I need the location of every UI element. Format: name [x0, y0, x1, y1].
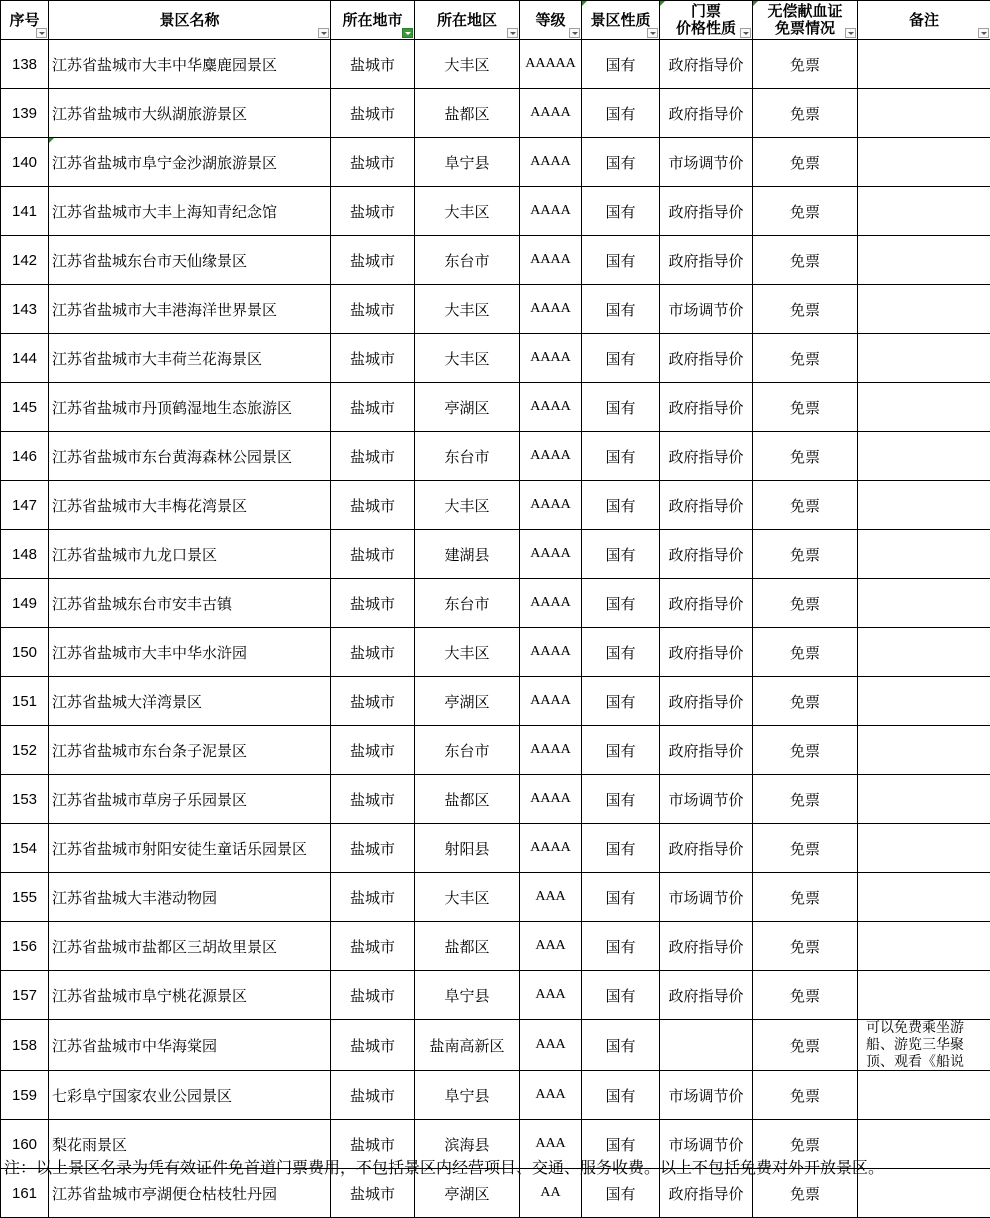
cell-district[interactable]: 大丰区: [415, 481, 520, 530]
cell-note[interactable]: [858, 187, 990, 236]
cell-grade[interactable]: AAAA: [520, 236, 582, 285]
table-row: [1, 677, 990, 726]
cell-city[interactable]: 盐城市: [331, 922, 415, 971]
cell-seq[interactable]: 138: [1, 40, 49, 89]
cell-price[interactable]: 政府指导价: [660, 726, 753, 775]
cell-free[interactable]: 免票: [753, 236, 858, 285]
cell-price[interactable]: 政府指导价: [660, 628, 753, 677]
cell-nature[interactable]: 国有: [582, 432, 660, 481]
cell-name[interactable]: 江苏省盐城市大丰荷兰花海景区: [49, 334, 331, 383]
table-row: [1, 579, 990, 628]
cell-city[interactable]: 盐城市: [331, 89, 415, 138]
cell-nature[interactable]: 国有: [582, 40, 660, 89]
cell-city[interactable]: 盐城市: [331, 187, 415, 236]
cell-seq[interactable]: 151: [1, 677, 49, 726]
cell-price[interactable]: 政府指导价: [660, 236, 753, 285]
cell-grade[interactable]: AAAA: [520, 285, 582, 334]
cell-grade[interactable]: AAAA: [520, 432, 582, 481]
table-row: [1, 775, 990, 824]
header-nature: 景区性质: [582, 1, 660, 40]
cell-price[interactable]: 政府指导价: [660, 824, 753, 873]
filter-dropdown-icon[interactable]: [318, 28, 329, 38]
cell-free[interactable]: 免票: [753, 1071, 858, 1120]
cell-price[interactable]: 市场调节价: [660, 138, 753, 187]
header-seq: 序号: [1, 1, 49, 40]
cell-nature[interactable]: 国有: [582, 530, 660, 579]
cell-city[interactable]: 盐城市: [331, 824, 415, 873]
cell-grade[interactable]: AAAA: [520, 89, 582, 138]
cell-district[interactable]: 大丰区: [415, 285, 520, 334]
cell-grade[interactable]: AAA: [520, 1071, 582, 1120]
cell-grade[interactable]: AAAA: [520, 334, 582, 383]
cell-seq[interactable]: 161: [1, 1169, 49, 1218]
cell-city[interactable]: 盐城市: [331, 628, 415, 677]
table-row: [1, 383, 990, 432]
cell-note[interactable]: [858, 775, 990, 824]
cell-district[interactable]: 射阳县: [415, 824, 520, 873]
cell-city[interactable]: 盐城市: [331, 236, 415, 285]
filter-active-icon[interactable]: [402, 28, 413, 38]
cell-district[interactable]: 滨海县: [415, 1120, 520, 1169]
cell-city[interactable]: 盐城市: [331, 775, 415, 824]
filter-dropdown-icon[interactable]: [978, 28, 989, 38]
cell-price[interactable]: 市场调节价: [660, 1120, 753, 1169]
cell-free[interactable]: 免票: [753, 922, 858, 971]
cell-nature[interactable]: 国有: [582, 579, 660, 628]
cell-free[interactable]: 免票: [753, 1120, 858, 1169]
cell-grade[interactable]: AAAAA: [520, 40, 582, 89]
cell-grade[interactable]: AAAA: [520, 775, 582, 824]
cell-district[interactable]: 亭湖区: [415, 1169, 520, 1218]
table-row: [1, 530, 990, 579]
cell-free[interactable]: 免票: [753, 285, 858, 334]
cell-nature[interactable]: 国有: [582, 1169, 660, 1218]
table-row: [1, 40, 990, 89]
cell-seq[interactable]: 158: [1, 1020, 49, 1071]
cell-name[interactable]: 江苏省盐城大洋湾景区: [49, 677, 331, 726]
cell-note[interactable]: [858, 677, 990, 726]
cell-grade[interactable]: AAA: [520, 1020, 582, 1071]
cell-price[interactable]: 政府指导价: [660, 481, 753, 530]
cell-city[interactable]: 盐城市: [331, 677, 415, 726]
cell-nature[interactable]: 国有: [582, 1020, 660, 1071]
cell-price[interactable]: 市场调节价: [660, 285, 753, 334]
header-name: 景区名称: [49, 1, 331, 40]
cell-seq[interactable]: 140: [1, 138, 49, 187]
filter-dropdown-icon[interactable]: [36, 28, 47, 38]
cell-district[interactable]: 大丰区: [415, 334, 520, 383]
cell-grade[interactable]: AAAA: [520, 579, 582, 628]
table-row: [1, 873, 990, 922]
note-text: [866, 481, 986, 529]
cell-city[interactable]: 盐城市: [331, 971, 415, 1020]
cell-nature[interactable]: 国有: [582, 726, 660, 775]
cell-free[interactable]: 免票: [753, 334, 858, 383]
cell-seq[interactable]: 157: [1, 971, 49, 1020]
cell-note[interactable]: [858, 40, 990, 89]
cell-free[interactable]: 免票: [753, 971, 858, 1020]
table-row: [1, 285, 990, 334]
cell-seq[interactable]: 139: [1, 89, 49, 138]
cell-free[interactable]: 免票: [753, 138, 858, 187]
table-row: [1, 89, 990, 138]
cell-note[interactable]: [858, 922, 990, 971]
table-row: [1, 187, 990, 236]
header-price: 门票 价格性质: [660, 1, 753, 40]
cell-note[interactable]: [858, 432, 990, 481]
cell-nature[interactable]: 国有: [582, 1120, 660, 1169]
note-text: [866, 89, 986, 137]
cell-nature[interactable]: 国有: [582, 481, 660, 530]
cell-city[interactable]: 盐城市: [331, 873, 415, 922]
cell-nature[interactable]: 国有: [582, 1071, 660, 1120]
cell-name[interactable]: 江苏省盐城市射阳安徒生童话乐园景区: [49, 824, 331, 873]
cell-grade[interactable]: AAAA: [520, 383, 582, 432]
cell-seq[interactable]: 143: [1, 285, 49, 334]
cell-price[interactable]: 市场调节价: [660, 873, 753, 922]
note-text: [866, 775, 986, 823]
cell-nature[interactable]: 国有: [582, 334, 660, 383]
cell-free[interactable]: 免票: [753, 579, 858, 628]
cell-name[interactable]: 江苏省盐城市大丰中华水浒园: [49, 628, 331, 677]
cell-price[interactable]: 政府指导价: [660, 677, 753, 726]
cell-district[interactable]: 盐都区: [415, 775, 520, 824]
note-text: [866, 971, 986, 1019]
cell-free[interactable]: 免票: [753, 481, 858, 530]
cell-grade[interactable]: AAA: [520, 922, 582, 971]
cell-seq[interactable]: 147: [1, 481, 49, 530]
table-row: [1, 334, 990, 383]
cell-price[interactable]: 政府指导价: [660, 530, 753, 579]
cell-grade[interactable]: AAAA: [520, 187, 582, 236]
cell-note[interactable]: [858, 873, 990, 922]
cell-price[interactable]: 市场调节价: [660, 1071, 753, 1120]
cell-grade[interactable]: AAAA: [520, 138, 582, 187]
cell-price[interactable]: 政府指导价: [660, 187, 753, 236]
cell-seq[interactable]: 146: [1, 432, 49, 481]
cell-free[interactable]: 免票: [753, 1020, 858, 1071]
cell-city[interactable]: 盐城市: [331, 432, 415, 481]
cell-free[interactable]: 免票: [753, 824, 858, 873]
table-row: [1, 138, 990, 187]
cell-city[interactable]: 盐城市: [331, 579, 415, 628]
note-text: [866, 285, 986, 333]
cell-note[interactable]: [858, 334, 990, 383]
cell-free[interactable]: 免票: [753, 726, 858, 775]
cell-seq[interactable]: 152: [1, 726, 49, 775]
cell-name[interactable]: 江苏省盐城市中华海棠园: [49, 1020, 331, 1071]
cell-note[interactable]: [858, 628, 990, 677]
cell-free[interactable]: 免票: [753, 677, 858, 726]
cell-grade[interactable]: AAAA: [520, 726, 582, 775]
cell-grade[interactable]: AA: [520, 1169, 582, 1218]
cell-city[interactable]: 盐城市: [331, 530, 415, 579]
cell-grade[interactable]: AAAA: [520, 530, 582, 579]
table-row: [1, 971, 990, 1020]
cell-nature[interactable]: 国有: [582, 89, 660, 138]
cell-free[interactable]: 免票: [753, 383, 858, 432]
cell-name[interactable]: 江苏省盐城市阜宁桃花源景区: [49, 971, 331, 1020]
cell-grade[interactable]: AAA: [520, 873, 582, 922]
cell-district[interactable]: 大丰区: [415, 187, 520, 236]
filter-dropdown-icon[interactable]: [845, 28, 856, 38]
cell-district[interactable]: 东台市: [415, 236, 520, 285]
cell-free[interactable]: 免票: [753, 40, 858, 89]
cell-name[interactable]: 江苏省盐城市大丰梅花湾景区: [49, 481, 331, 530]
cell-seq[interactable]: 153: [1, 775, 49, 824]
cell-district[interactable]: 大丰区: [415, 628, 520, 677]
filter-dropdown-icon[interactable]: [507, 28, 518, 38]
cell-price[interactable]: 政府指导价: [660, 383, 753, 432]
cell-name[interactable]: 江苏省盐城市大丰中华麋鹿园景区: [49, 40, 331, 89]
cell-name[interactable]: 江苏省盐城市东台黄海森林公园景区: [49, 432, 331, 481]
cell-note[interactable]: [858, 530, 990, 579]
cell-grade[interactable]: AAAA: [520, 628, 582, 677]
cell-grade[interactable]: AAA: [520, 971, 582, 1020]
note-text: [866, 579, 986, 627]
cell-seq[interactable]: 141: [1, 187, 49, 236]
cell-name[interactable]: 梨花雨景区: [49, 1120, 331, 1169]
note-text: [866, 236, 986, 284]
cell-district[interactable]: 亭湖区: [415, 677, 520, 726]
cell-name[interactable]: 江苏省盐城市草房子乐园景区: [49, 775, 331, 824]
cell-district[interactable]: 亭湖区: [415, 383, 520, 432]
cell-note[interactable]: [858, 383, 990, 432]
cell-grade[interactable]: AAAA: [520, 677, 582, 726]
note-text: [866, 824, 986, 872]
cell-price[interactable]: 政府指导价: [660, 971, 753, 1020]
table-row: [1, 824, 990, 873]
cell-price[interactable]: 政府指导价: [660, 40, 753, 89]
header-district: 所在地区: [415, 1, 520, 40]
note-text: [866, 383, 986, 431]
cell-note[interactable]: [858, 138, 990, 187]
cell-district[interactable]: 阜宁县: [415, 138, 520, 187]
cell-city[interactable]: 盐城市: [331, 1120, 415, 1169]
cell-grade[interactable]: AAAA: [520, 481, 582, 530]
cell-district[interactable]: 建湖县: [415, 530, 520, 579]
cell-seq[interactable]: 149: [1, 579, 49, 628]
cell-name[interactable]: 江苏省盐城市盐都区三胡故里景区: [49, 922, 331, 971]
cell-name[interactable]: 江苏省盐城东台市安丰古镇: [49, 579, 331, 628]
note-text: [866, 432, 986, 480]
cell-free[interactable]: 免票: [753, 628, 858, 677]
cell-district[interactable]: 大丰区: [415, 40, 520, 89]
cell-seq[interactable]: 144: [1, 334, 49, 383]
cell-nature[interactable]: 国有: [582, 824, 660, 873]
cell-district[interactable]: 盐都区: [415, 922, 520, 971]
filter-dropdown-icon[interactable]: [740, 28, 751, 38]
cell-note[interactable]: [858, 481, 990, 530]
table-row: [1, 726, 990, 775]
cell-district[interactable]: 大丰区: [415, 873, 520, 922]
cell-district[interactable]: 盐都区: [415, 89, 520, 138]
filter-dropdown-icon[interactable]: [569, 28, 580, 38]
header-note: 备注: [858, 1, 990, 40]
cell-nature[interactable]: 国有: [582, 971, 660, 1020]
cell-city[interactable]: 盐城市: [331, 40, 415, 89]
table-row: [1, 236, 990, 285]
note-text: [866, 873, 986, 921]
note-text: [866, 677, 986, 725]
cell-price[interactable]: 政府指导价: [660, 334, 753, 383]
cell-grade[interactable]: AAAA: [520, 824, 582, 873]
cell-nature[interactable]: 国有: [582, 383, 660, 432]
table-row: [1, 922, 990, 971]
cell-name[interactable]: 江苏省盐城市丹顶鹤湿地生态旅游区: [49, 383, 331, 432]
cell-city[interactable]: 盐城市: [331, 726, 415, 775]
header-row: [1, 1, 990, 40]
cell-note[interactable]: [858, 971, 990, 1020]
cell-district[interactable]: 东台市: [415, 432, 520, 481]
cell-free[interactable]: 免票: [753, 873, 858, 922]
cell-note[interactable]: [858, 236, 990, 285]
cell-price[interactable]: 市场调节价: [660, 775, 753, 824]
cell-nature[interactable]: 国有: [582, 628, 660, 677]
cell-note[interactable]: [858, 726, 990, 775]
cell-nature[interactable]: 国有: [582, 285, 660, 334]
cell-city[interactable]: 盐城市: [331, 1169, 415, 1218]
table-row: [1, 481, 990, 530]
cell-note[interactable]: [858, 1020, 990, 1071]
footnote: 注：以上景区名录为凭有效证件免首道门票费用，不包括景区内经营项目、交通、服务收费。以上不包括免费对外开放景区。: [4, 1155, 984, 1181]
cell-district[interactable]: 阜宁县: [415, 971, 520, 1020]
cell-price[interactable]: 政府指导价: [660, 1169, 753, 1218]
cell-name[interactable]: 江苏省盐城大丰港动物园: [49, 873, 331, 922]
cell-grade[interactable]: AAA: [520, 1120, 582, 1169]
cell-note[interactable]: [858, 89, 990, 138]
note-text: [866, 187, 986, 235]
table-row: [1, 1071, 990, 1120]
cell-district[interactable]: 东台市: [415, 579, 520, 628]
note-text: [866, 530, 986, 578]
cell-name[interactable]: 江苏省盐城市亭湖便仓枯枝牡丹园: [49, 1169, 331, 1218]
cell-note[interactable]: [858, 579, 990, 628]
cell-nature[interactable]: 国有: [582, 236, 660, 285]
cell-name[interactable]: 江苏省盐城市阜宁金沙湖旅游景区: [49, 138, 331, 187]
cell-seq[interactable]: 150: [1, 628, 49, 677]
cell-price[interactable]: [660, 1020, 753, 1071]
cell-nature[interactable]: 国有: [582, 775, 660, 824]
note-text: [866, 628, 986, 676]
note-text: [866, 40, 986, 88]
cell-price[interactable]: 政府指导价: [660, 89, 753, 138]
header-city: 所在地市: [331, 1, 415, 40]
cell-seq[interactable]: 142: [1, 236, 49, 285]
cell-name[interactable]: 江苏省盐城东台市天仙缘景区: [49, 236, 331, 285]
note-text: 可以免费乘坐游船、游览三华聚顶、观看《船说: [866, 1020, 986, 1068]
cell-seq[interactable]: 160: [1, 1120, 49, 1169]
cell-seq[interactable]: 155: [1, 873, 49, 922]
cell-city[interactable]: 盐城市: [331, 383, 415, 432]
header-free: 无偿献血证 免票情况: [753, 1, 858, 40]
cell-nature[interactable]: 国有: [582, 922, 660, 971]
cell-district[interactable]: 阜宁县: [415, 1071, 520, 1120]
cell-city[interactable]: 盐城市: [331, 1020, 415, 1071]
cell-price[interactable]: 政府指导价: [660, 432, 753, 481]
cell-name[interactable]: 七彩阜宁国家农业公园景区: [49, 1071, 331, 1120]
cell-free[interactable]: 免票: [753, 89, 858, 138]
note-text: [866, 726, 986, 774]
cell-seq[interactable]: 148: [1, 530, 49, 579]
note-text: [866, 922, 986, 970]
header-grade: 等级: [520, 1, 582, 40]
cell-seq[interactable]: 154: [1, 824, 49, 873]
cell-city[interactable]: 盐城市: [331, 334, 415, 383]
cell-note[interactable]: [858, 1071, 990, 1120]
cell-name[interactable]: 江苏省盐城市大丰上海知青纪念馆: [49, 187, 331, 236]
table-row: [1, 1020, 990, 1071]
cell-district[interactable]: 盐南高新区: [415, 1020, 520, 1071]
table-row: [1, 432, 990, 481]
table-row: [1, 628, 990, 677]
note-text: [866, 334, 986, 382]
cell-nature[interactable]: 国有: [582, 873, 660, 922]
cell-district[interactable]: 东台市: [415, 726, 520, 775]
cell-nature[interactable]: 国有: [582, 187, 660, 236]
cell-seq[interactable]: 145: [1, 383, 49, 432]
cell-free[interactable]: 免票: [753, 1169, 858, 1218]
cell-note[interactable]: [858, 824, 990, 873]
cell-free[interactable]: 免票: [753, 775, 858, 824]
cell-city[interactable]: 盐城市: [331, 481, 415, 530]
cell-note[interactable]: [858, 285, 990, 334]
cell-name[interactable]: 江苏省盐城市九龙口景区: [49, 530, 331, 579]
cell-free[interactable]: 免票: [753, 530, 858, 579]
cell-nature[interactable]: 国有: [582, 138, 660, 187]
cell-name[interactable]: 江苏省盐城市大纵湖旅游景区: [49, 89, 331, 138]
cell-price[interactable]: 政府指导价: [660, 922, 753, 971]
cell-price[interactable]: 政府指导价: [660, 579, 753, 628]
cell-city[interactable]: 盐城市: [331, 285, 415, 334]
cell-seq[interactable]: 159: [1, 1071, 49, 1120]
cell-nature[interactable]: 国有: [582, 677, 660, 726]
cell-city[interactable]: 盐城市: [331, 1071, 415, 1120]
filter-dropdown-icon[interactable]: [647, 28, 658, 38]
cell-free[interactable]: 免票: [753, 432, 858, 481]
cell-name[interactable]: 江苏省盐城市大丰港海洋世界景区: [49, 285, 331, 334]
cell-free[interactable]: 免票: [753, 187, 858, 236]
cell-city[interactable]: 盐城市: [331, 138, 415, 187]
cell-seq[interactable]: 156: [1, 922, 49, 971]
cell-name[interactable]: 江苏省盐城市东台条子泥景区: [49, 726, 331, 775]
note-text: [866, 138, 986, 186]
note-text: [866, 1071, 986, 1119]
